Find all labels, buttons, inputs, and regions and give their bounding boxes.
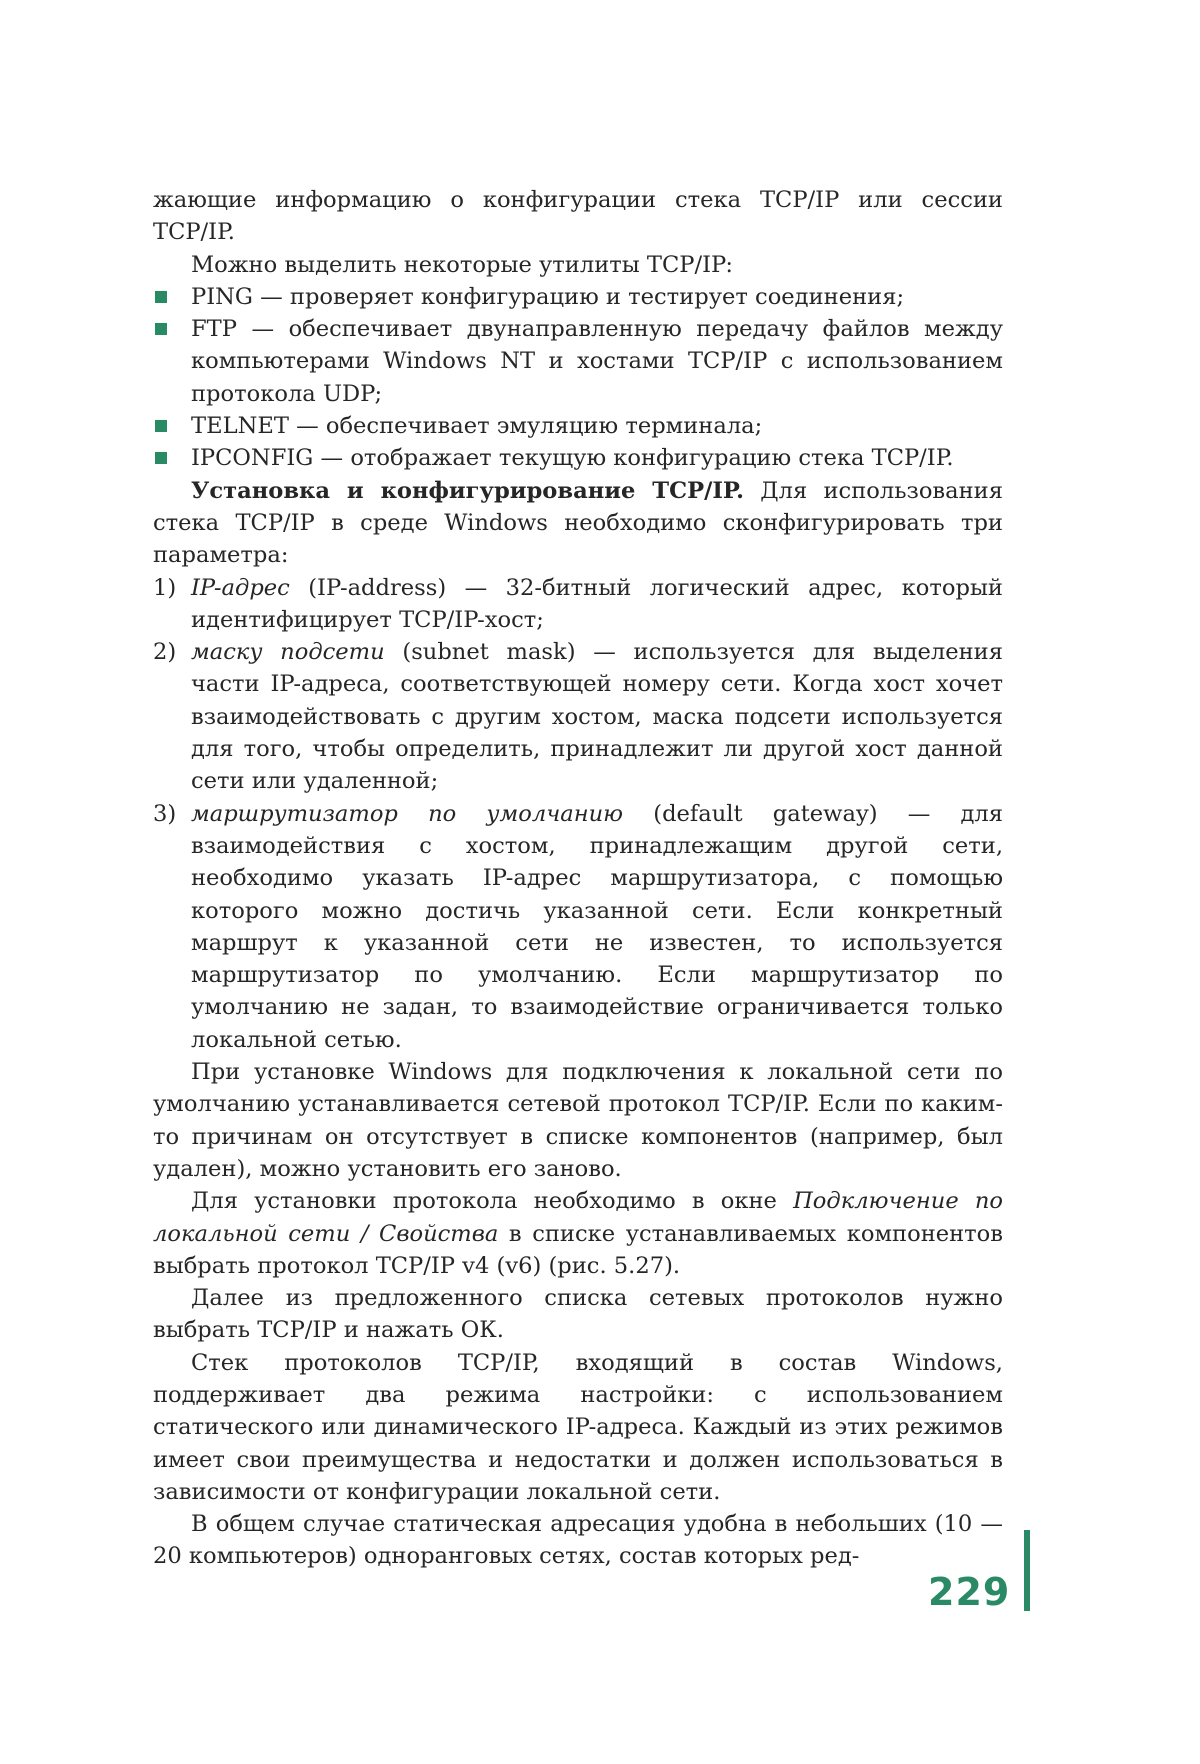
- page-body: [153, 184, 1003, 1573]
- utilities-list: [153, 281, 1003, 475]
- list-item: 2) маску подсети (subnet mask) — используется для выделения части IP-адреса, соответствующей номеру сети. Когда хост хочет взаимодействовать с другим хостом, маска подсети используется для того, чтобы определить, принадлежит ли другой хост данной сети или удаленной;: [153, 639, 1003, 795]
- install-paragraph: Установка и конфигурирование TCP/IP. Для использования стека TCP/IP в среде Windows необходимо сконфигурировать три параметра:: [153, 477, 1003, 569]
- list-item: IPCONFIG — отображает текущую конфигурацию стека TCP/IP.: [153, 442, 1003, 474]
- paragraph: При установке Windows для подключения к локальной сети по умолчанию устанавливается сетевой протокол TCP/IP. Если по каким-то причинам он отсутствует в списке компонентов (например, был удален), можно установить его заново.: [153, 1059, 1003, 1182]
- page-edge-rule: [1024, 1530, 1030, 1611]
- page-number: 229: [928, 1570, 1011, 1614]
- utilities-lead: Можно выделить некоторые утилиты TCP/IP:: [191, 251, 734, 278]
- section-heading: Установка и конфигурирование TCP/IP.: [191, 477, 745, 504]
- term: IP-адрес: [191, 574, 290, 601]
- intro-paragraph: жающие информацию о конфигурации стека TCP/IP или сессии TCP/IP.: [153, 187, 1003, 246]
- paragraph: Далее из предложенного списка сетевых протоколов нужно выбрать TCP/IP и нажать ОК.: [153, 1285, 1003, 1344]
- paragraph: Стек протоколов TCP/IP, входящий в состав Windows, поддерживает два режима настройки: с использованием статического или динамического IP-адреса. Каждый из этих режимов имеет свои преимущества и недостатки и должен использоваться в зависимости от конфигурации локальной сети.: [153, 1349, 1003, 1505]
- list-item: PING — проверяет конфигурацию и тестирует соединения;: [153, 281, 1003, 313]
- list-item: 3) маршрутизатор по умолчанию (default gateway) — для взаимодействия с хостом, принадлежащим другой сети, необходимо указать IP-адрес маршрутизатора, с помощью которого можно достичь указанной сети. Если конкретный маршрут к указанной сети не известен, то используется маршрутизатор по умолчанию. Если маршрутизатор по умолчанию не задан, то взаимодействие ограничивается только локальной сетью.: [153, 800, 1003, 1053]
- list-item: TELNET — обеспечивает эмуляцию терминала;: [153, 410, 1003, 442]
- bullet-square-icon: [155, 452, 167, 464]
- paragraph: В общем случае статическая адресация удобна в небольших (10 — 20 компьютеров) одноранговых сетях, состав которых ред-: [153, 1511, 1003, 1570]
- bullet-square-icon: [155, 323, 167, 335]
- term: маршрутизатор по умолчанию: [191, 800, 624, 827]
- parameters-list: [153, 572, 1003, 1056]
- list-item: 1) IP-адрес (IP-address) — 32-битный логический адрес, который идентифицирует TCP/IP-хост;: [153, 574, 1003, 633]
- paragraph: Для установки протокола необходимо в окне Подключение по локальной сети / Свойства в списке устанавливаемых компонентов выбрать протокол TCP/IP v4 (v6) (рис. 5.27).: [153, 1188, 1003, 1279]
- bullet-square-icon: [155, 291, 167, 303]
- list-item: FTP — обеспечивает двунаправленную передачу файлов между компьютерами Windows NT и хостами TCP/IP с использованием протокола UDP;: [153, 313, 1003, 410]
- window-name: Подключение по локальной сети / Свойства: [153, 1188, 1003, 1247]
- term: маску подсети: [191, 639, 385, 666]
- bullet-square-icon: [155, 420, 167, 432]
